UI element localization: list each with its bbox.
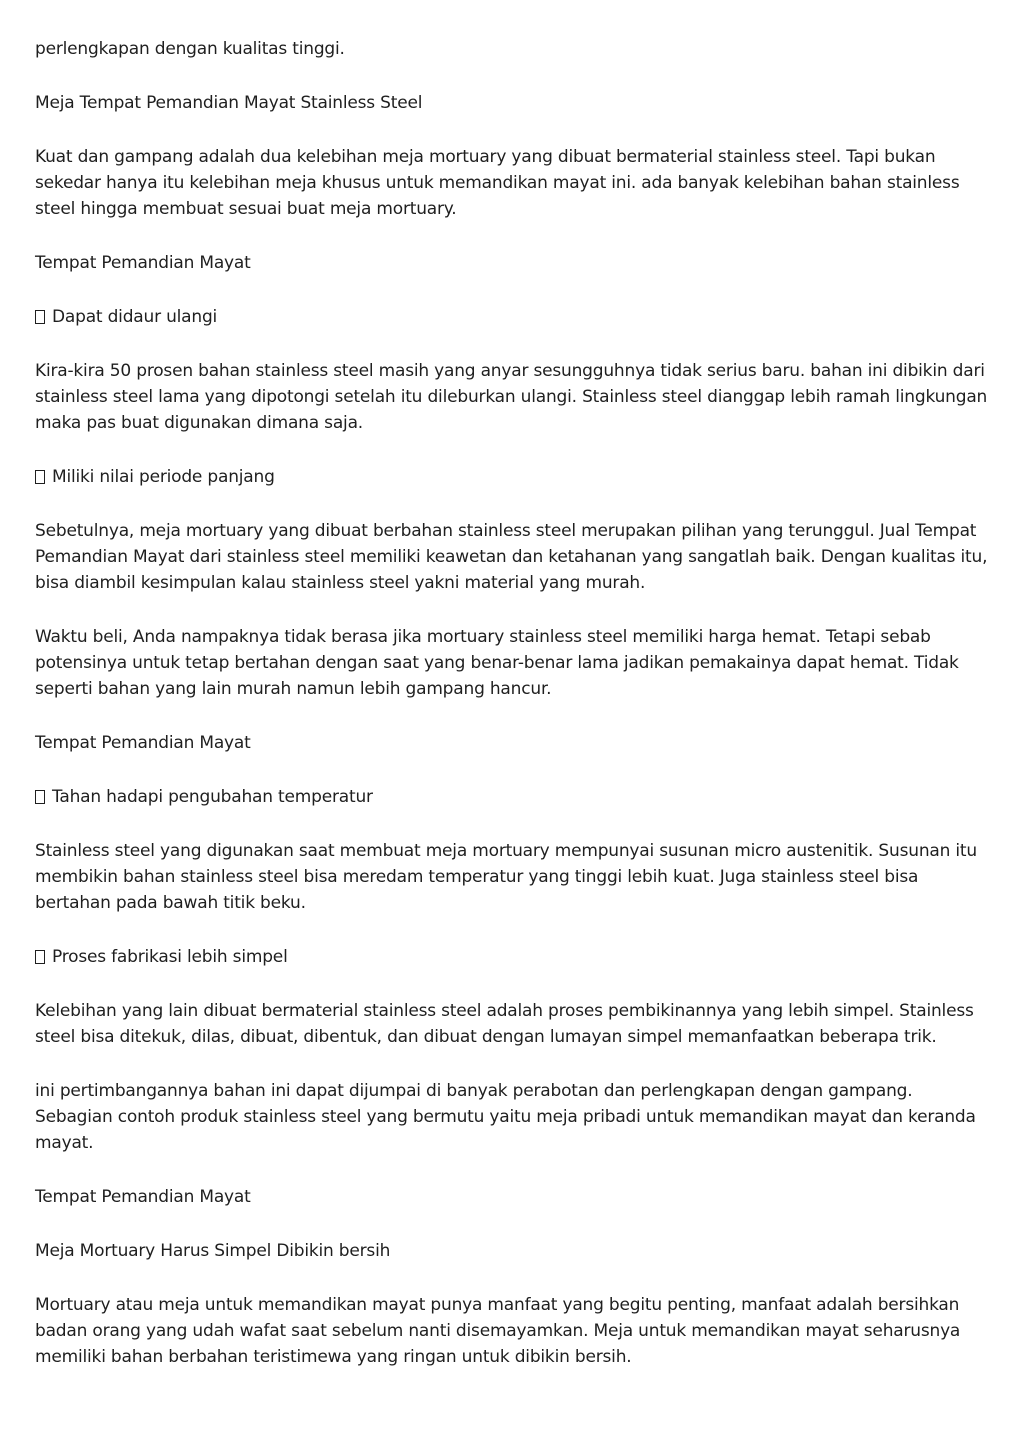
bullet-box-icon	[35, 950, 45, 964]
bullet-label: Tahan hadapi pengubahan temperatur	[52, 787, 373, 807]
bullet-item-periode-panjang	[35, 464, 995, 490]
bullet-item-temperatur	[35, 784, 995, 810]
paragraph-kelebihan: Kuat dan gampang adalah dua kelebihan meja mortuary yang dibuat bermaterial stainless steel. Tapi bukan sekedar hanya itu kelebihan meja khusus untuk memandikan mayat ini. ada banyak kelebihan bahan stainless steel hingga membuat sesuai buat meja mortuary.	[35, 147, 960, 219]
bullet-box-icon	[35, 310, 45, 324]
paragraph-austenitik: Stainless steel yang digunakan saat membuat meja mortuary mempunyai susunan micro austenitik. Susunan itu membikin bahan stainless steel bisa meredam temperatur yang tinggi lebih kuat. Juga stainless steel bisa bertahan pada bawah titik beku.	[35, 841, 977, 913]
bullet-label: Miliki nilai periode panjang	[52, 467, 275, 487]
bullet-label: Proses fabrikasi lebih simpel	[52, 947, 288, 967]
paragraph-manfaat: Mortuary atau meja untuk memandikan mayat punya manfaat yang begitu penting, manfaat adalah bersihkan badan orang yang udah wafat saat sebelum nanti disemayamkan. Meja untuk memandikan mayat seharusnya memiliki bahan berbahan teristimewa yang ringan untuk dibikin bersih.	[35, 1295, 961, 1367]
paragraph-keawetan: Sebetulnya, meja mortuary yang dibuat berbahan stainless steel merupakan pilihan yang terunggul. Jual Tempat Pemandian Mayat dari stainless steel memiliki keawetan dan ketahanan yang sangatlah baik. Dengan kualitas itu, bisa diambil kesimpulan kalau stainless steel yakni material yang murah.	[35, 521, 988, 593]
heading-tempat-pemandian-1: Tempat Pemandian Mayat	[35, 253, 251, 273]
heading-meja-stainless: Meja Tempat Pemandian Mayat Stainless Steel	[35, 93, 423, 113]
bullet-label: Dapat didaur ulangi	[52, 307, 218, 327]
document-body	[35, 36, 995, 1398]
heading-meja-mortuary-bersih: Meja Mortuary Harus Simpel Dibikin bersih	[35, 1241, 391, 1261]
bullet-box-icon	[35, 470, 45, 484]
paragraph-pertimbangan: ini pertimbangannya bahan ini dapat dijumpai di banyak perabotan dan perlengkapan dengan gampang. Sebagian contoh produk stainless steel yang bermutu yaitu meja pribadi untuk memandikan mayat dan keranda mayat.	[35, 1081, 976, 1153]
bullet-box-icon	[35, 790, 45, 804]
heading-tempat-pemandian-3: Tempat Pemandian Mayat	[35, 1187, 251, 1207]
paragraph-intro-fragment: perlengkapan dengan kualitas tinggi.	[35, 39, 345, 59]
heading-tempat-pemandian-2: Tempat Pemandian Mayat	[35, 733, 251, 753]
bullet-item-daur-ulang	[35, 304, 995, 330]
bullet-item-fabrikasi	[35, 944, 995, 970]
paragraph-daur-ulang: Kira-kira 50 prosen bahan stainless steel masih yang anyar sesungguhnya tidak serius baru. bahan ini dibikin dari stainless steel lama yang dipotongi setelah itu dileburkan ulangi. Stainless steel dianggap lebih ramah lingkungan maka pas buat digunakan dimana saja.	[35, 361, 988, 433]
paragraph-harga-hemat: Waktu beli, Anda nampaknya tidak berasa jika mortuary stainless steel memiliki harga hemat. Tetapi sebab potensinya untuk tetap bertahan dengan saat yang benar-benar lama jadikan pemakainya dapat hemat. Tidak seperti bahan yang lain murah namun lebih gampang hancur.	[35, 627, 959, 699]
paragraph-fabrikasi: Kelebihan yang lain dibuat bermaterial stainless steel adalah proses pembikinannya yang lebih simpel. Stainless steel bisa ditekuk, dilas, dibuat, dibentuk, dan dibuat dengan lumayan simpel memanfaatkan beberapa trik.	[35, 1001, 974, 1047]
